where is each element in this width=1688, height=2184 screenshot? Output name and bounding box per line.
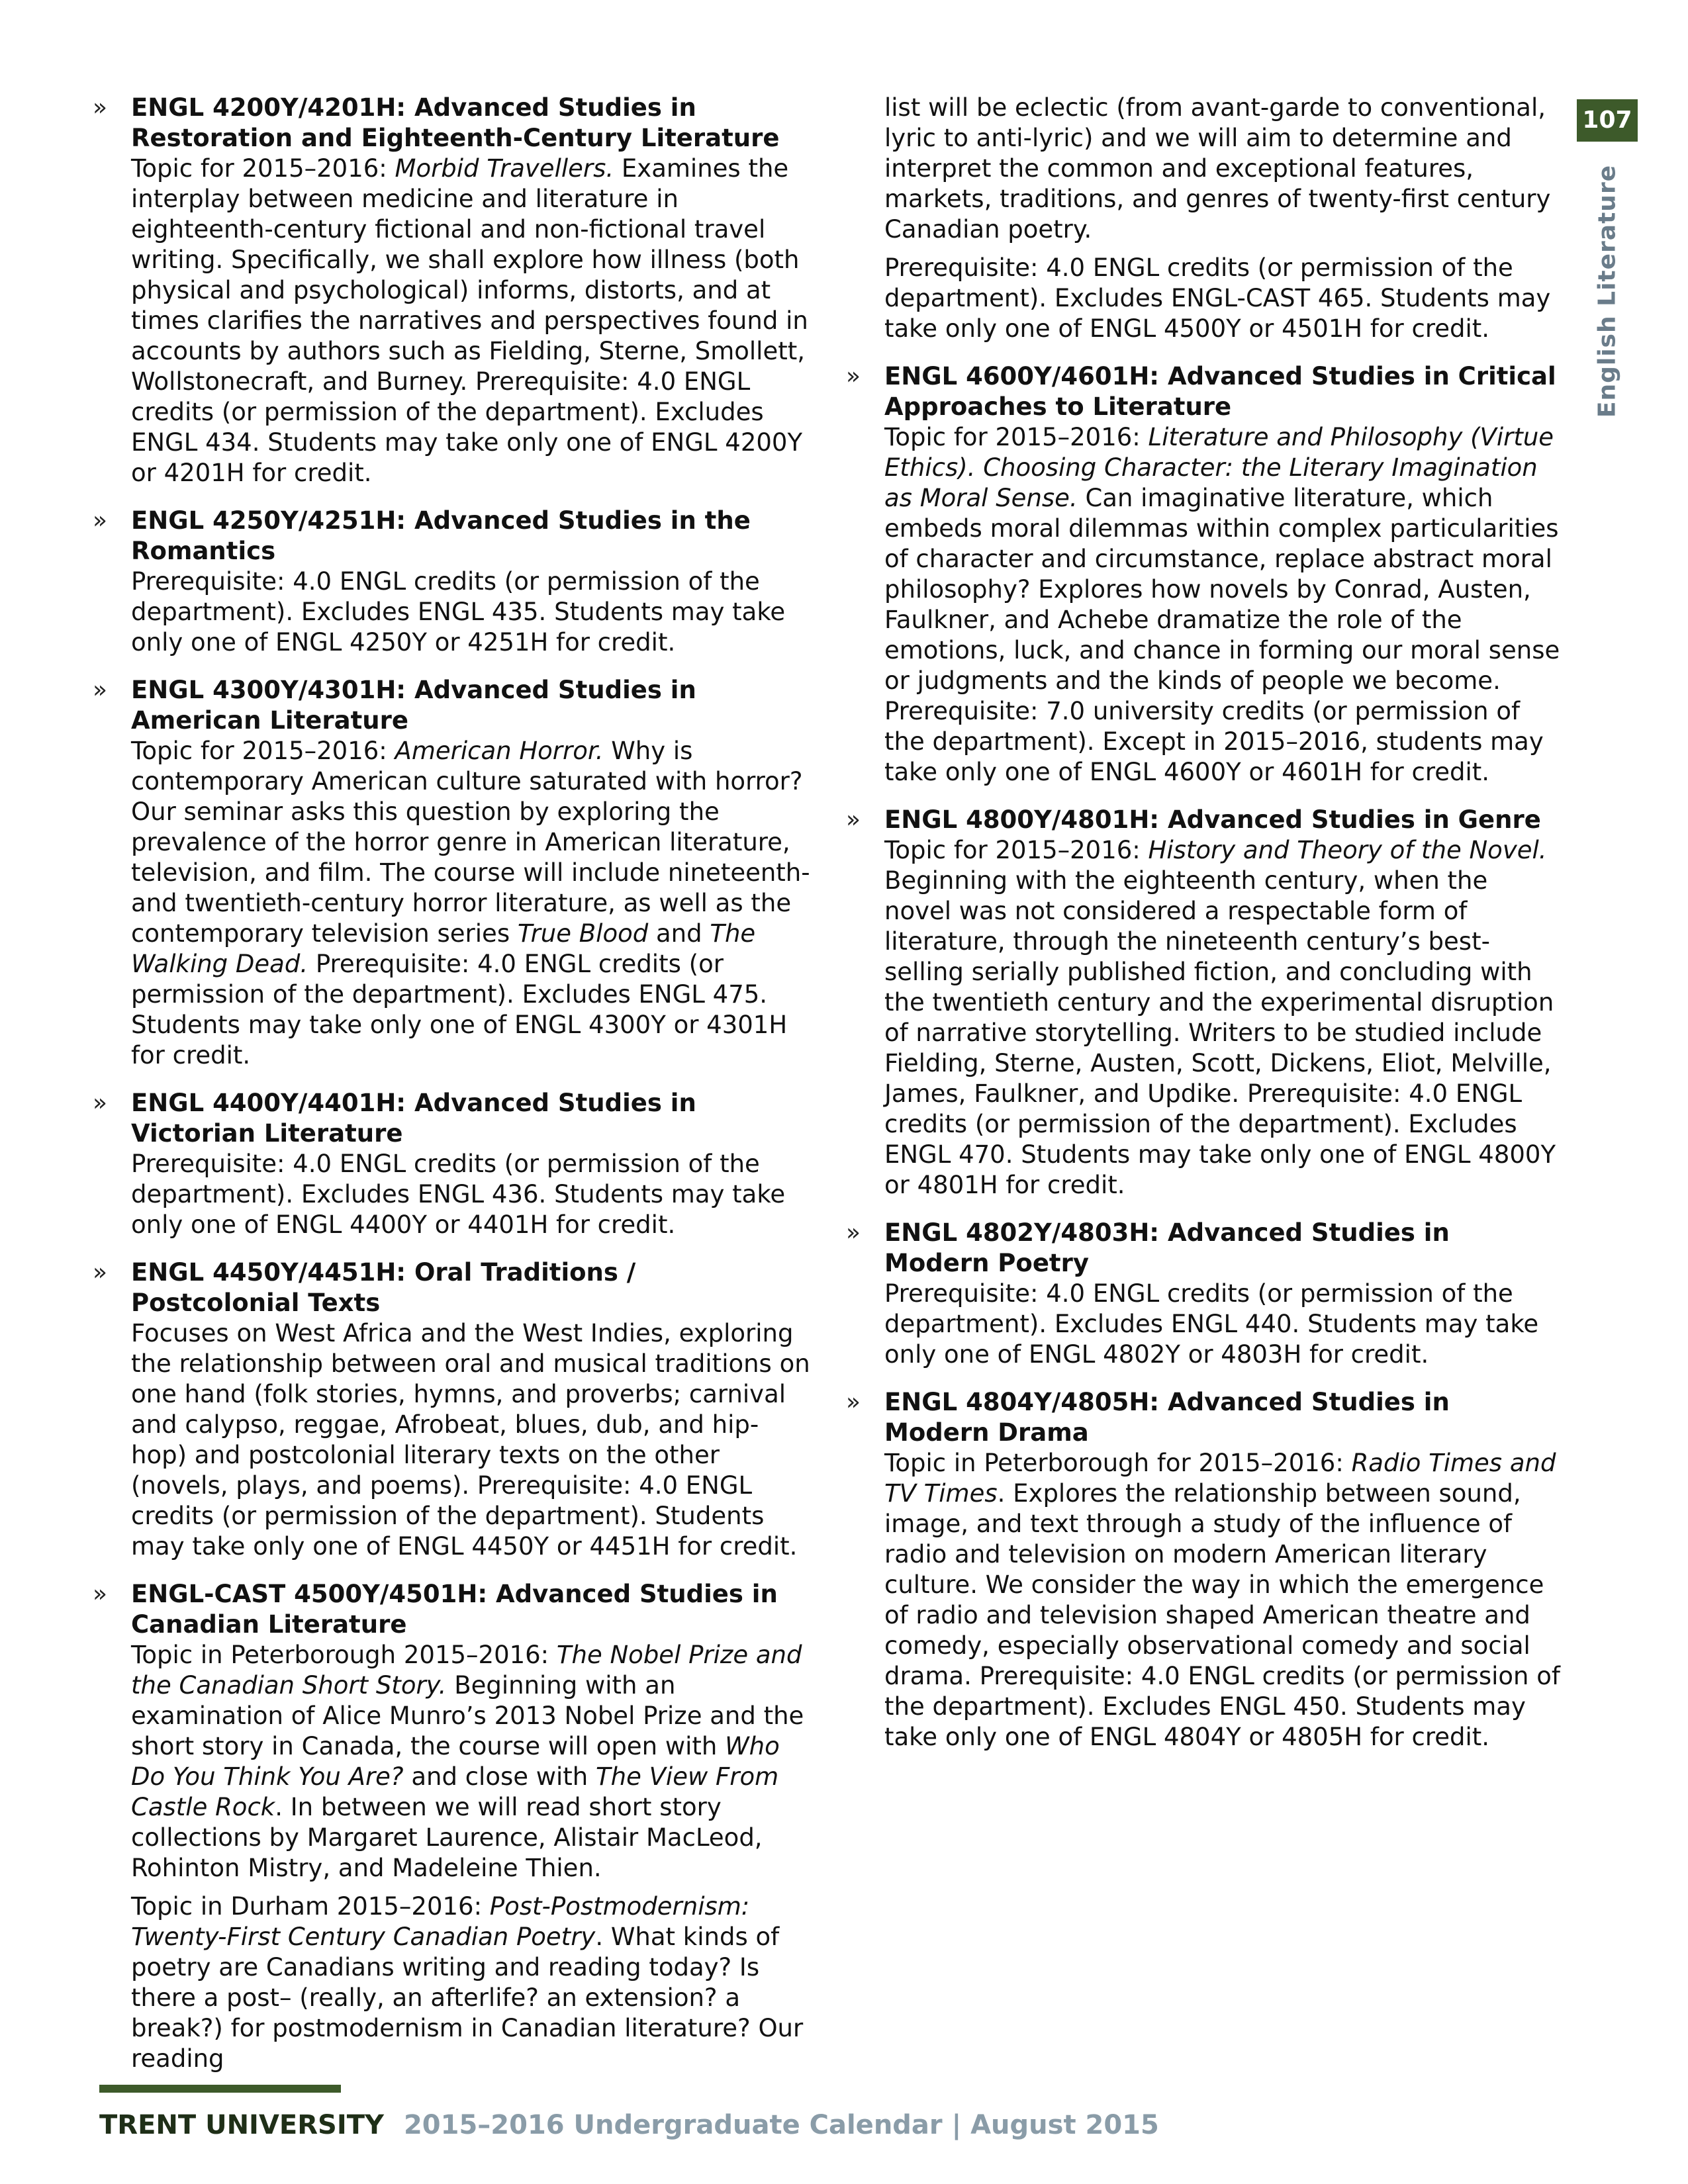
- course-entry-engl-cast-4500: [93, 1579, 811, 2074]
- course-description: Topic in Peterborough for 2015–2016: Radio Times and TV Times. Explores the relationship between sound, image, and text through a study of the influence of radio and television on modern American literary culture. We consider the way in which the emergence of radio and television shaped American theatre and comedy, especially observational comedy and social drama. Prerequisite: 4.0 ENGL credits (or permission of the department). Excludes ENGL 450. Students may take only one of ENGL 4804Y or 4805H for credit.: [884, 1449, 1560, 1751]
- footer-calendar: 2015–2016 Undergraduate Calendar | August 2015: [403, 2110, 1159, 2140]
- course-entry-engl-4300: [93, 675, 811, 1071]
- course-prerequisite: Prerequisite: 4.0 ENGL credits (or permission of the department). Excludes ENGL-CAST 465. Students may take only one of ENGL 4500Y or 4501H for credit.: [884, 253, 1551, 343]
- course-title: ENGL-CAST 4500Y/4501H: Advanced Studies in Canadian Literature: [131, 1580, 778, 1639]
- course-entry-continuation: [846, 93, 1562, 344]
- bullet-icon: »: [93, 1580, 108, 1608]
- course-entry-engl-4800: [846, 805, 1562, 1201]
- page-number: 107: [1577, 99, 1638, 142]
- course-title: ENGL 4450Y/4451H: Oral Traditions / Postcolonial Texts: [131, 1258, 636, 1317]
- course-title: ENGL 4200Y/4201H: Advanced Studies in Restoration and Eighteenth-Century Literature: [131, 93, 780, 152]
- course-entry-engl-4250: [93, 506, 811, 658]
- course-description: Topic for 2015–2016: American Horror. Why is contemporary American culture saturated with horror? Our seminar asks this question by exploring the prevalence of the horror genre in American literature, television, and film. The course will include nineteenth- and twentieth-century horror literature, as well as the contemporary television series True Blood and The Walking Dead. Prerequisite: 4.0 ENGL credits (or permission of the department). Excludes ENGL 475. Students may take only one of ENGL 4300Y or 4301H for credit.: [131, 737, 810, 1069]
- course-title: ENGL 4800Y/4801H: Advanced Studies in Genre: [884, 805, 1541, 834]
- course-title: ENGL 4804Y/4805H: Advanced Studies in Modern Drama: [884, 1388, 1450, 1447]
- section-label: English Literature: [1593, 164, 1621, 418]
- course-description: list will be eclectic (from avant-garde to conventional, lyric to anti-lyric) and we will aim to determine and interpret the common and exceptional features, markets, traditions, and genres of twenty-first century Canadian poetry.: [884, 93, 1551, 244]
- course-description: Prerequisite: 4.0 ENGL credits (or permission of the department). Excludes ENGL 440. Students may take only one of ENGL 4802Y or 4803H for credit.: [884, 1279, 1539, 1369]
- left-column: [93, 93, 811, 2091]
- course-description-durham: Topic in Durham 2015–2016: Post-Postmodernism: Twenty-First Century Canadian Poetry. What kinds of poetry are Canadians writing and reading today? Is there a post– (really, an afterlife? an extension? a break?) for postmodernism in Canadian literature? Our reading: [131, 1892, 804, 2073]
- course-entry-engl-4200: [93, 93, 811, 488]
- bullet-icon: »: [93, 676, 108, 704]
- course-title: ENGL 4250Y/4251H: Advanced Studies in the Romantics: [131, 506, 751, 565]
- course-description: Topic for 2015–2016: History and Theory of the Novel. Beginning with the eighteenth century, when the novel was not considered a respectable form of literature, through the nineteenth century’s best-selling serially published fiction, and concluding with the twentieth century and the experimental disruption of narrative storytelling. Writers to be studied include Fielding, Sterne, Austen, Scott, Dickens, Eliot, Melville, James, Faulkner, and Updike. Prerequisite: 4.0 ENGL credits (or permission of the department). Excludes ENGL 470. Students may take only one of ENGL 4800Y or 4801H for credit.: [884, 836, 1556, 1199]
- course-description: Focuses on West Africa and the West Indies, exploring the relationship between oral and musical traditions on one hand (folk stories, hymns, and proverbs; carnival and calypso, reggae, Afrobeat, blues, dub, and hip-hop) and postcolonial literary texts on the other (novels, plays, and poems). Prerequisite: 4.0 ENGL credits (or permission of the department). Students may take only one of ENGL 4450Y or 4451H for credit.: [131, 1319, 810, 1561]
- course-description: Prerequisite: 4.0 ENGL credits (or permission of the department). Excludes ENGL 436. Students may take only one of ENGL 4400Y or 4401H for credit.: [131, 1150, 786, 1239]
- bullet-icon: »: [846, 363, 861, 390]
- footer-university: TRENT UNIVERSITY: [99, 2110, 384, 2140]
- bullet-icon: »: [846, 1388, 861, 1416]
- bullet-icon: »: [93, 507, 108, 534]
- course-entry-engl-4450: [93, 1257, 811, 1562]
- course-entry-engl-4804: [846, 1387, 1562, 1752]
- course-title: ENGL 4300Y/4301H: Advanced Studies in American Literature: [131, 676, 696, 735]
- bullet-icon: »: [93, 1259, 108, 1286]
- course-entry-engl-4600: [846, 361, 1562, 788]
- course-description: Topic for 2015–2016: Morbid Travellers. Examines the interplay between medicine and literature in eighteenth-century fictional and non-fictional travel writing. Specifically, we shall explore how illness (both physical and psychological) informs, distorts, and at times clarifies the narratives and perspectives found in accounts by authors such as Fielding, Sterne, Smollett, Wollstonecraft, and Burney. Prerequisite: 4.0 ENGL credits (or permission of the department). Excludes ENGL 434. Students may take only one of ENGL 4200Y or 4201H for credit.: [131, 154, 808, 487]
- course-title: ENGL 4802Y/4803H: Advanced Studies in Modern Poetry: [884, 1218, 1450, 1277]
- bullet-icon: »: [93, 1089, 108, 1116]
- bullet-icon: »: [846, 1219, 861, 1246]
- course-title: ENGL 4400Y/4401H: Advanced Studies in Victorian Literature: [131, 1089, 696, 1148]
- course-description: Prerequisite: 4.0 ENGL credits (or permission of the department). Excludes ENGL 435. Students may take only one of ENGL 4250Y or 4251H for credit.: [131, 567, 786, 657]
- footer: [99, 2110, 1159, 2140]
- bullet-icon: »: [93, 94, 108, 121]
- bullet-icon: »: [846, 806, 861, 833]
- right-column: [846, 93, 1562, 1770]
- course-description: Topic in Peterborough 2015–2016: The Nobel Prize and the Canadian Short Story. Beginning with an examination of Alice Munro’s 2013 Nobel Prize and the short story in Canada, the course will open with Who Do You Think You Are? and close with The View From Castle Rock. In between we will read short story collections by Margaret Laurence, Alistair MacLeod, Rohinton Mistry, and Madeleine Thien.: [131, 1641, 804, 1882]
- course-entry-engl-4400: [93, 1088, 811, 1240]
- course-title: ENGL 4600Y/4601H: Advanced Studies in Critical Approaches to Literature: [884, 362, 1556, 421]
- course-entry-engl-4802: [846, 1218, 1562, 1370]
- course-description: Topic for 2015–2016: Literature and Philosophy (Virtue Ethics). Choosing Character: the Literary Imagination as Moral Sense. Can imaginative literature, which embeds moral dilemmas within complex particularities of character and circumstance, replace abstract moral philosophy? Explores how novels by Conrad, Austen, Faulkner, and Achebe dramatize the role of the emotions, luck, and chance in forming our moral sense or judgments and the kinds of people we become. Prerequisite: 7.0 university credits (or permission of the department). Except in 2015–2016, students may take only one of ENGL 4600Y or 4601H for credit.: [884, 423, 1560, 786]
- footer-rule: [99, 2085, 341, 2093]
